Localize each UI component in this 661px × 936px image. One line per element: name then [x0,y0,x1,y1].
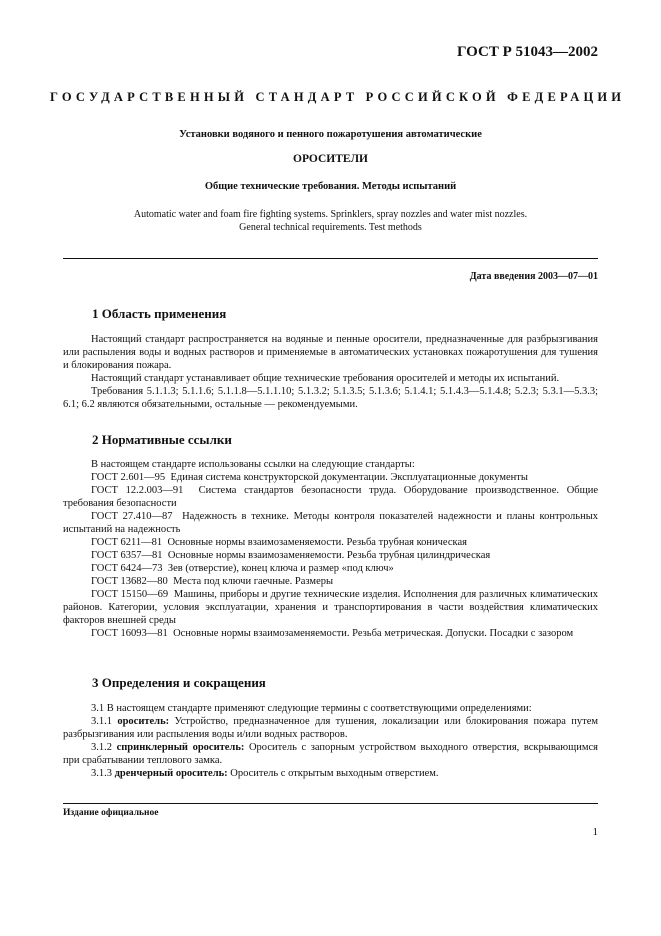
reference-title: Места под ключи гаечные. Размеры [173,576,334,587]
term-number: 3.1.2 [91,742,112,753]
reference-code: ГОСТ 13682—80 [91,576,168,587]
reference-item [63,562,598,575]
reference-item [63,627,598,640]
edition-note: Издание официальное [63,808,159,818]
reference-item [63,575,598,588]
reference-item [63,471,598,484]
reference-item [63,484,598,510]
reference-title: Надежность в технике. Методы контроля показателей надежности и планы контрольных испытаний на надежность [63,511,598,535]
document-title: ОРОСИТЕЛИ [293,153,368,165]
term-number: 3.1.1 [91,716,112,727]
reference-code: ГОСТ 6424—73 [91,563,163,574]
english-title-line-1: Automatic water and foam fire fighting systems. Sprinklers, spray nozzles and water mist nozzles. [133,209,528,220]
section-3-body [63,702,598,780]
reference-code: ГОСТ 27.410—87 [91,511,173,522]
reference-code: ГОСТ 16093—81 [91,628,168,639]
reference-title: Единая система конструкторской документации. Эксплуатационные документы [170,472,528,483]
paragraph: Требования 5.1.1.3; 5.1.1.6; 5.1.1.8—5.1.1.10; 5.1.3.2; 5.1.3.5; 5.1.3.6; 5.1.4.1; 5.1.4.3—5.1.4.8; 5.2.3; 5.3.1—5.3.3; 6.1; 6.2 являются обязательными, остальные — рекомендуемыми. [63,386,598,410]
term-text: Ороситель с запорным устройством выходного отверстия, вскрывающимся при срабатывании теплового замка. [63,742,598,766]
reference-code: ГОСТ 6211—81 [91,537,163,548]
reference-title: Система стандартов безопасности труда. Оборудование производственное. Общие требования безопасности [63,485,598,509]
reference-code: ГОСТ 6357—81 [91,550,163,561]
term-name: дренчерный ороситель: [114,768,228,779]
english-title-line-2: General technical requirements. Test methods [239,222,422,233]
paragraph: 3.1 В настоящем стандарте применяют следующие термины с соответствующими определениями: [91,703,532,714]
term-name: ороситель: [117,716,170,727]
state-standard-banner: ГОСУДАРСТВЕННЫЙ СТАНДАРТ РОССИЙСКОЙ ФЕДЕРАЦИИ [50,90,626,104]
document-subtitle: Установки водяного и пенного пожаротушения автоматические [179,129,482,140]
reference-title: Зев (отверстие), конец ключа и размер «под ключ» [167,563,394,574]
term-text: Ороситель с открытым выходным отверстием. [230,768,439,779]
section-1-body [63,333,598,411]
reference-title: Основные нормы взаимозаменяемости. Резьба трубная коническая [167,537,467,548]
standard-number: ГОСТ Р 51043—2002 [456,44,598,60]
reference-code: ГОСТ 15150—69 [91,589,169,600]
reference-item [63,549,598,562]
reference-item [63,588,598,627]
term-definition [63,741,598,767]
section-2-heading: 2 Нормативные ссылки [92,432,232,447]
page-number: 1 [592,826,598,838]
reference-code: ГОСТ 12.2.003—91 [91,485,184,496]
section-3-heading: 3 Определения и сокращения [92,675,266,690]
section-2-body [63,458,598,640]
document-subtitle-2: Общие технические требования. Методы испытаний [204,181,457,192]
title-divider [63,258,598,259]
term-name: спринклерный ороситель: [116,742,245,753]
term-definition [63,767,598,780]
paragraph: Настоящий стандарт распространяется на водяные и пенные оросители, предназначенные для разбрызгивания или распыления воды и водных растворов и применяемые в автоматических установках пожаротушения для тушения и блокирования пожара. [63,334,598,371]
english-title [60,208,601,234]
section-1-heading: 1 Область применения [92,306,227,321]
term-text: Устройство, предназначенное для тушения, локализации или блокирования пожара путем разбрызгивания или распыления воды и/или водных растворов. [63,716,599,740]
footer-divider [63,803,598,804]
term-number: 3.1.3 [91,768,112,779]
reference-code: ГОСТ 2.601—95 [91,472,166,483]
paragraph: В настоящем стандарте использованы ссылки на следующие стандарты: [91,459,415,470]
reference-item [63,536,598,549]
reference-title: Основные нормы взаимозаменяемости. Резьба трубная цилиндрическая [167,550,491,561]
reference-title: Основные нормы взаимозаменяемости. Резьба метрическая. Допуски. Посадки с зазором [173,628,574,639]
introduction-date: Дата введения 2003—07—01 [469,271,598,282]
paragraph: Настоящий стандарт устанавливает общие технические требования оросителей и методы их испытаний. [91,373,560,384]
term-definition [63,715,598,741]
reference-title: Машины, приборы и другие технические изделия. Исполнения для различных климатических районов. Категории, условия эксплуатации, хранения и транспортирования в части воздействия климатических факторов внешней среды [63,589,599,626]
reference-item [63,510,598,536]
